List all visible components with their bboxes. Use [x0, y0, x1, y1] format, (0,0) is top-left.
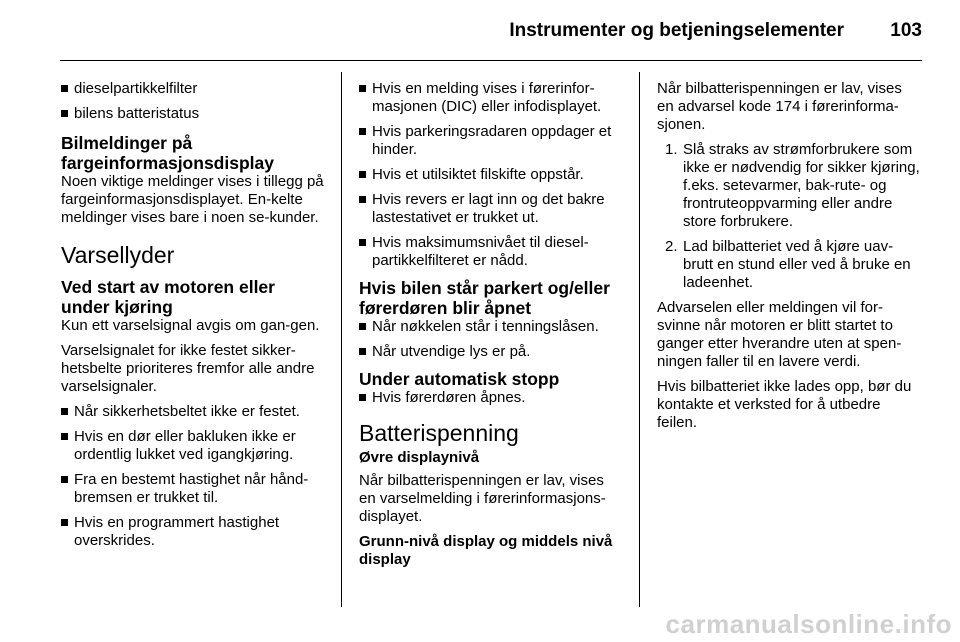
column-3 [657, 80, 922, 439]
step-number: 2. [665, 238, 678, 255]
paragraph: Kun ett varselsignal avgis om gan-gen. [61, 317, 320, 334]
chapter-heading: Batterispenning [359, 420, 519, 446]
list-item: Når sikkerhetsbeltet ikke er festet. [61, 403, 327, 421]
list-item [657, 141, 922, 231]
list-item [657, 238, 922, 292]
section-heading: Bilmeldinger på fargeinformasjonsdisplay [61, 133, 274, 173]
page-number: 103 [890, 20, 922, 41]
list-item: Hvis maksimumsnivået til diesel-partikkelfilteret er nådd. [359, 234, 624, 270]
chapter-heading: Varsellyder [61, 242, 175, 268]
section-heading: Under automatisk stopp [359, 369, 560, 389]
column-divider [639, 72, 640, 607]
bullet-list [359, 80, 624, 270]
step-text: Lad bilbatteriet ved å kjøre uav-brutt en stund eller ved å bruke en ladeenhet. [683, 238, 911, 291]
column-2 [359, 80, 624, 569]
list-item: Hvis en programmert hastighet overskrides. [61, 514, 327, 550]
bullet-list [61, 403, 327, 550]
paragraph: Hvis bilbatteriet ikke lades opp, bør du kontakte et verksted for å utbedre feilen. [657, 378, 912, 431]
bullet-list [359, 389, 624, 407]
list-item: Fra en bestemt hastighet når hånd-bremsen er trukket til. [61, 471, 327, 507]
list-item: bilens batteristatus [61, 105, 327, 123]
list-item: dieselpartikkelfilter [61, 80, 327, 98]
column-1 [61, 80, 327, 557]
subsection-heading: Grunn-nivå display og middels nivå display [359, 533, 613, 568]
list-item: Når nøkkelen står i tenningslåsen. [359, 318, 624, 336]
list-item: Hvis førerdøren åpnes. [359, 389, 624, 407]
list-item: Hvis revers er lagt inn og det bakre lastestativet er trukket ut. [359, 191, 624, 227]
watermark: carmanualsonline.info [665, 609, 952, 639]
list-item: Hvis en dør eller bakluken ikke er ordentlig lukket ved igangkjøring. [61, 428, 327, 464]
page-header [60, 0, 922, 61]
step-number: 1. [665, 141, 678, 158]
paragraph: Varselsignalet for ikke festet sikker-hetsbelte prioriteres fremfor alle andre varselsignaler. [61, 342, 315, 395]
paragraph: Advarselen eller meldingen vil for-svinne når motoren er blitt startet to ganger etter hverandre uten at spen-ningen faller til en lavere verdi. [657, 299, 902, 370]
paragraph: Noen viktige meldinger vises i tillegg på fargeinformasjonsdisplayet. En-kelte meldinger vises bare i noen se-kunder. [61, 173, 324, 226]
page-title: Instrumenter og betjeningselementer [509, 20, 844, 41]
subsection-heading: Øvre displaynivå [359, 449, 480, 466]
section-heading: Hvis bilen står parkert og/eller førerdøren blir åpnet [359, 278, 610, 318]
column-divider [341, 72, 342, 607]
list-item: Hvis parkeringsradaren oppdager et hinder. [359, 123, 624, 159]
section-heading: Ved start av motoren eller under kjøring [61, 277, 275, 317]
paragraph: Når bilbatterispenningen er lav, vises en varselmelding i førerinformasjons-displayet. [359, 472, 606, 525]
step-text: Slå straks av strømforbrukere som ikke er nødvendig for sikker kjøring, f.eks. setevarmer, bak-rute- og frontruteoppvarming eller andre store forbrukere. [683, 141, 920, 230]
list-item: Hvis en melding vises i førerinfor-masjonen (DIC) eller infodisplayet. [359, 80, 624, 116]
paragraph: Når bilbatterispenningen er lav, vises en advarsel kode 174 i førerinforma-sjonen. [657, 80, 902, 133]
bullet-list [61, 80, 327, 123]
list-item: Hvis et utilsiktet filskifte oppstår. [359, 166, 624, 184]
list-item: Når utvendige lys er på. [359, 343, 624, 361]
bullet-list [359, 318, 624, 361]
numbered-list [657, 141, 922, 292]
